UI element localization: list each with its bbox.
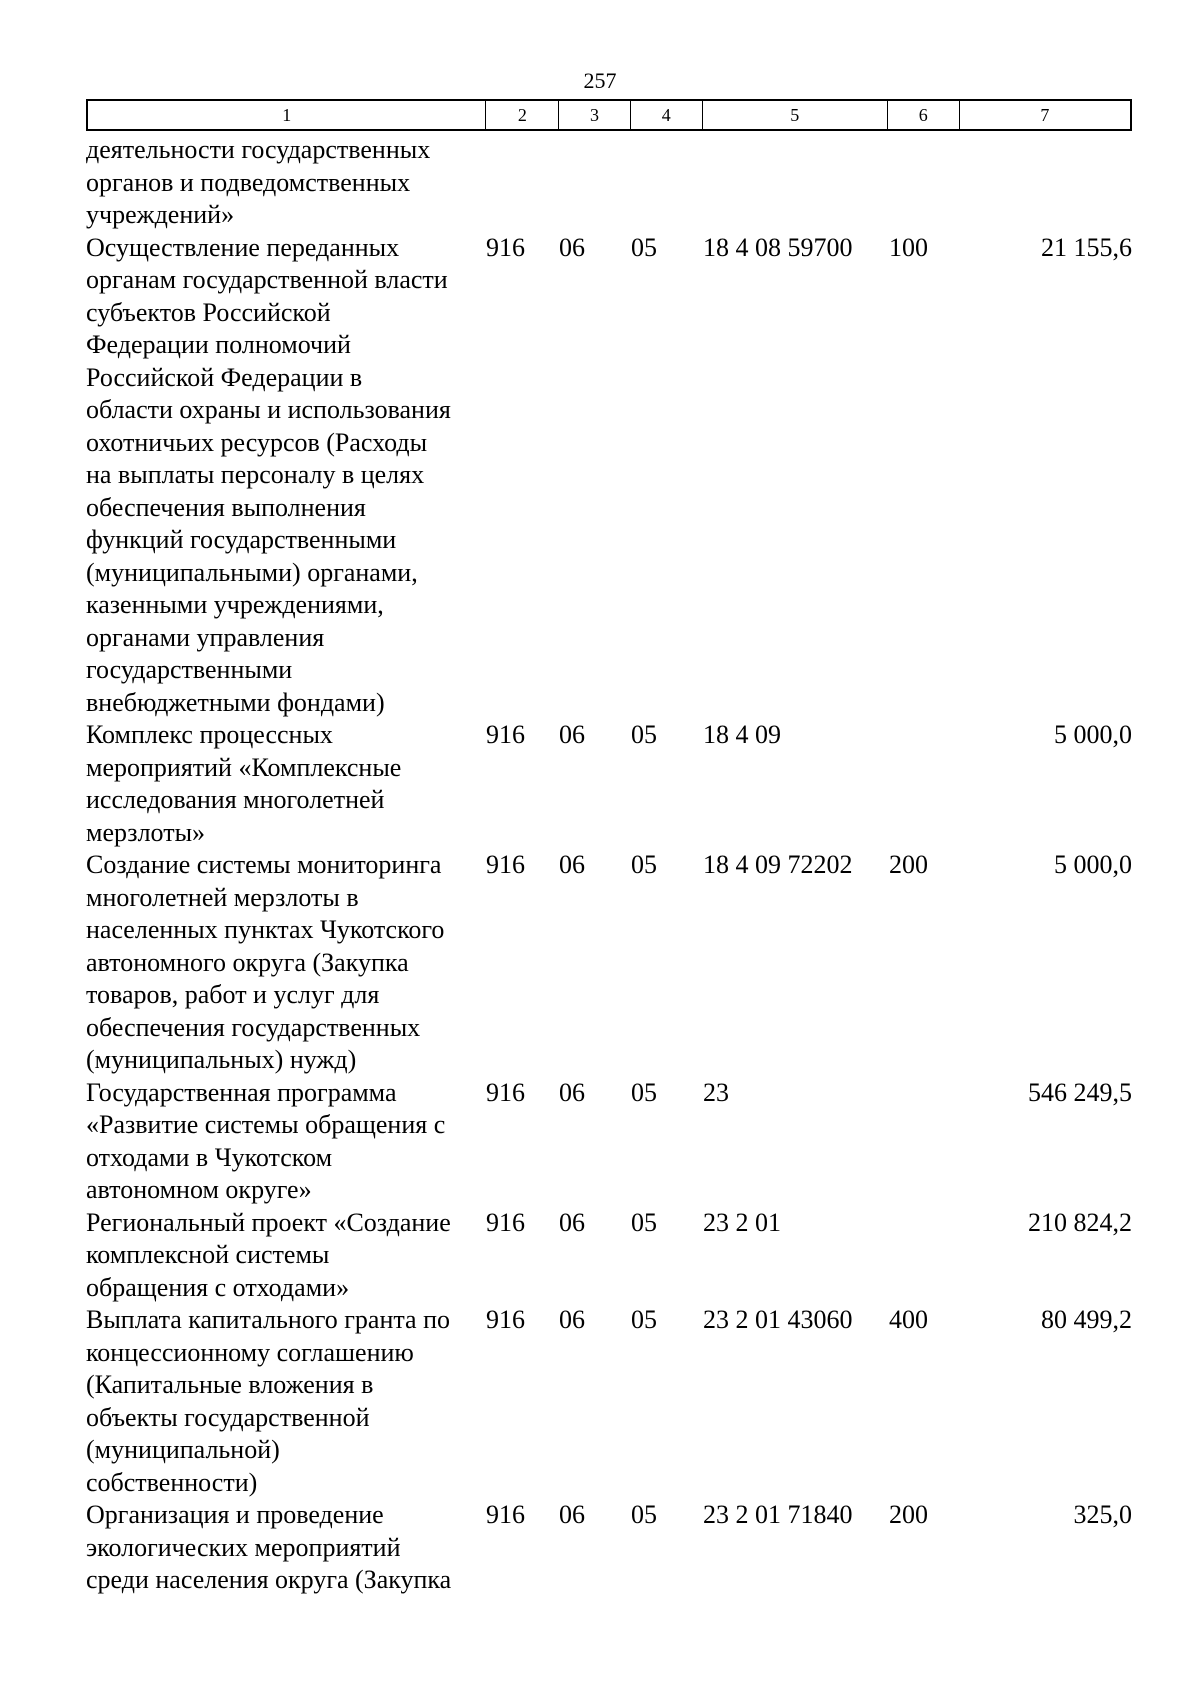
row-target-article: 23 <box>703 1077 729 1107</box>
page-number: 257 <box>583 68 617 93</box>
row-subsection: 05 <box>631 720 657 749</box>
column-header-6: 6 <box>888 101 960 129</box>
row-grbs-code: 916 <box>486 1077 525 1107</box>
row-section: 06 <box>559 1500 585 1529</box>
row-amount: 5 000,0 <box>1054 720 1132 749</box>
row-amount: 325,0 <box>1073 1500 1132 1529</box>
row-subsection: 05 <box>631 850 657 879</box>
row-section: 06 <box>559 1305 585 1334</box>
row-amount: 5 000,0 <box>1054 850 1132 879</box>
table-row <box>86 232 1136 720</box>
row-subsection <box>631 134 703 232</box>
row-target-article: 18 4 09 <box>703 720 781 749</box>
table-row <box>86 1207 1136 1305</box>
row-amount <box>961 134 1132 232</box>
row-grbs-code <box>486 134 559 232</box>
row-name: Комплекс процессных мероприятий «Комплексные исследования многолетней мерзлоты» <box>86 720 402 847</box>
row-subsection: 05 <box>631 232 657 262</box>
column-header-4: 4 <box>631 101 703 129</box>
row-amount: 21 155,6 <box>1041 232 1132 262</box>
row-target-article <box>703 134 889 232</box>
row-expense-type: 200 <box>889 1500 928 1529</box>
table-row <box>86 134 1136 232</box>
table-column-header <box>86 99 1132 131</box>
row-amount: 546 249,5 <box>1028 1077 1132 1107</box>
table-row <box>86 1077 1136 1207</box>
row-section: 06 <box>559 1077 585 1107</box>
row-name: деятельности государственных органов и подведомственных учреждений» <box>86 135 431 229</box>
column-header-2: 2 <box>486 101 559 129</box>
row-expense-type: 400 <box>889 1305 928 1334</box>
table-row <box>86 719 1136 849</box>
row-section: 06 <box>559 720 585 749</box>
row-expense-type <box>889 1077 961 1207</box>
row-section: 06 <box>559 232 585 262</box>
row-expense-type <box>889 134 961 232</box>
row-expense-type <box>889 1207 961 1305</box>
row-grbs-code: 916 <box>486 1500 525 1529</box>
column-header-7: 7 <box>1040 105 1050 125</box>
row-subsection: 05 <box>631 1305 657 1334</box>
row-section: 06 <box>559 850 585 879</box>
row-target-article: 18 4 09 72202 <box>703 850 853 879</box>
table-row <box>86 1304 1136 1499</box>
column-header-3: 3 <box>559 101 631 129</box>
row-target-article: 23 2 01 71840 <box>703 1500 853 1529</box>
row-subsection: 05 <box>631 1500 657 1529</box>
row-name: Осуществление переданных органам государственной власти субъектов Российской Федерации полномочий Российской Федерации в области охраны и использования охотничьих ресурсов (Расходы на выплаты персоналу в целях обеспечения выполнения функций государственными (муниципальными) органами, казенными учреждениями, органами управления государственными внебюджетными фондами) <box>86 232 451 717</box>
budget-table-body <box>86 134 1136 1597</box>
row-name: Государственная программа «Развитие системы обращения с отходами в Чукотском автономном округе» <box>86 1077 446 1204</box>
row-grbs-code: 916 <box>486 232 525 262</box>
row-section: 06 <box>559 1207 585 1237</box>
row-expense-type: 200 <box>889 850 928 879</box>
row-name: Выплата капитального гранта по концессионному соглашению (Капитальные вложения в объекты государственной (муниципальной) собственности) <box>86 1305 451 1497</box>
row-expense-type: 100 <box>889 232 928 262</box>
row-grbs-code: 916 <box>486 720 525 749</box>
row-amount: 210 824,2 <box>1028 1207 1132 1237</box>
row-target-article: 23 2 01 <box>703 1207 781 1237</box>
row-target-article: 23 2 01 43060 <box>703 1305 853 1334</box>
row-grbs-code: 916 <box>486 1305 525 1334</box>
row-name: Региональный проект «Создание комплексной системы обращения с отходами» <box>86 1207 451 1302</box>
table-row <box>86 849 1136 1077</box>
row-expense-type <box>889 719 961 849</box>
column-header-5: 5 <box>703 101 888 129</box>
table-row <box>86 1499 1136 1597</box>
column-header-1: 1 <box>88 101 486 129</box>
row-subsection: 05 <box>631 1207 657 1237</box>
row-subsection: 05 <box>631 1077 657 1107</box>
row-grbs-code: 916 <box>486 1207 525 1237</box>
row-grbs-code: 916 <box>486 850 525 879</box>
row-amount: 80 499,2 <box>1041 1305 1132 1334</box>
row-target-article: 18 4 08 59700 <box>703 232 853 262</box>
row-name: Создание системы мониторинга многолетней мерзлоты в населенных пунктах Чукотского автономного округа (Закупка товаров, работ и услуг для обеспечения государственных (муниципальных) нужд) <box>86 850 445 1074</box>
row-section <box>559 134 631 232</box>
row-name: Организация и проведение экологических мероприятий среди населения округа (Закупка <box>86 1500 452 1594</box>
